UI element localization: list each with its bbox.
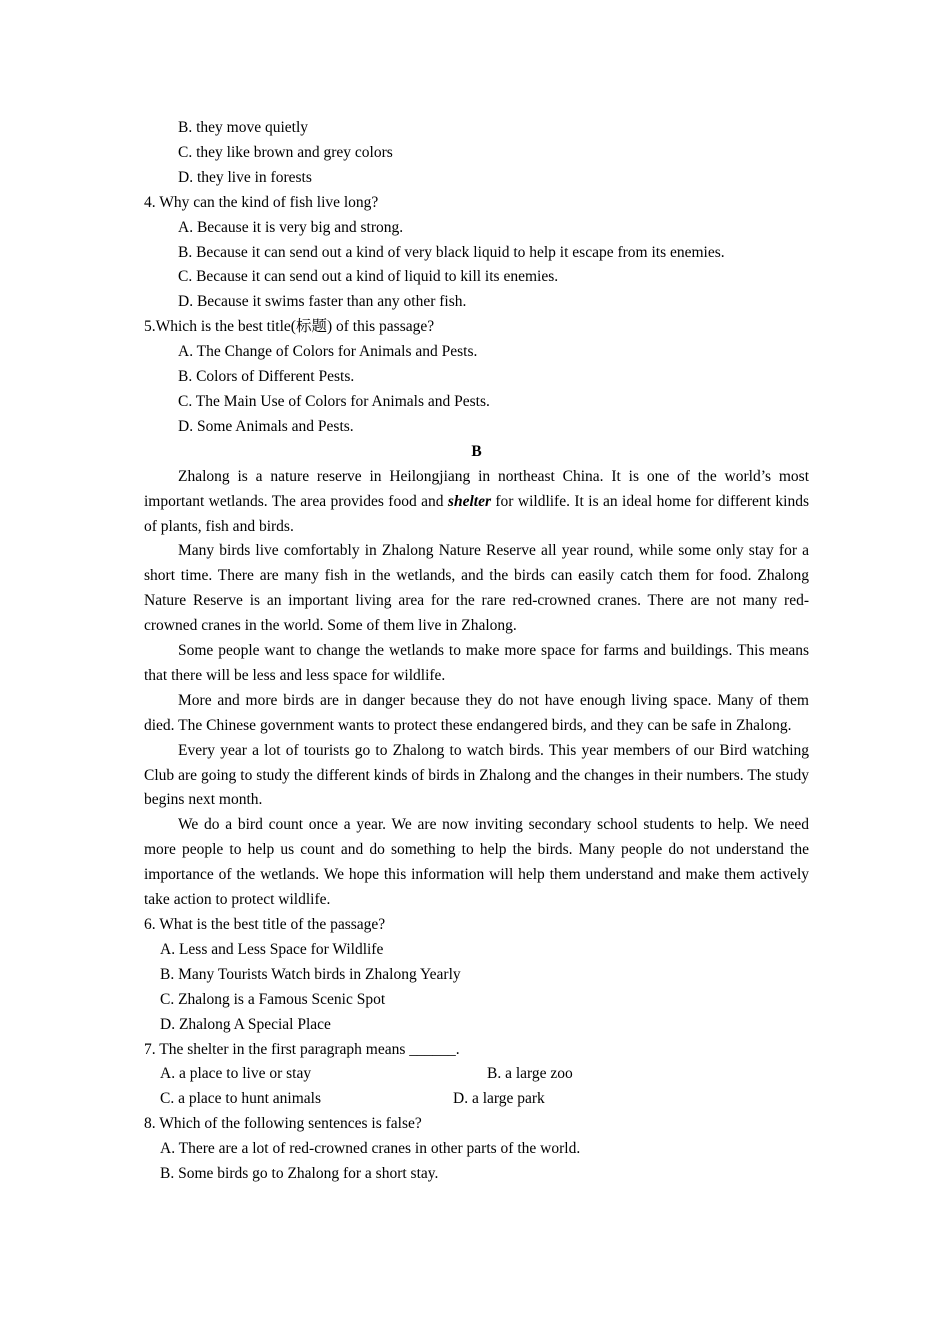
section-b-paragraph-2: Many birds live comfortably in Zhalong Nature Reserve all year round, while some only stay for a short time. There are many fish in the wetlands, and the birds can easily catch them for food. Zhalong Nature Reserve is an important living area for the rare red-crowned cranes. There are not many red-crowned cranes in the world. Some of them live in Zhalong. bbox=[144, 542, 809, 635]
q7-option-d: D. a large park bbox=[453, 1090, 545, 1108]
q4-option-a: A. Because it is very big and strong. bbox=[178, 218, 404, 236]
q4-option-b: B. Because it can send out a kind of very black liquid to help it escape from its enemies. bbox=[178, 243, 725, 261]
q6-option-b: B. Many Tourists Watch birds in Zhalong Yearly bbox=[160, 965, 461, 983]
q6-option-c: C. Zhalong is a Famous Scenic Spot bbox=[160, 990, 386, 1008]
section-b-paragraph-3: Some people want to change the wetlands to make more space for farms and buildings. This means that there will be less and less space for wildlife. bbox=[144, 642, 809, 684]
p1-text-after: for wildlife. It is an ideal home for different kinds of plants, fish and birds. bbox=[144, 492, 809, 535]
section-b-paragraph-5: Every year a lot of tourists go to Zhalong to watch birds. This year members of our Bird watching Club are going to study the different kinds of birds in Zhalong and the changes in their numbers. The study begins next month. bbox=[144, 741, 809, 809]
q5-option-d: D. Some Animals and Pests. bbox=[178, 417, 354, 435]
q8-option-b: B. Some birds go to Zhalong for a short stay. bbox=[160, 1165, 439, 1183]
q4-question: 4. Why can the kind of fish live long? bbox=[144, 193, 379, 211]
q3-option-d: D. they live in forests bbox=[178, 168, 312, 186]
q3-option-c: C. they like brown and grey colors bbox=[178, 143, 393, 161]
q8-option-a: A. There are a lot of red-crowned cranes in other parts of the world. bbox=[160, 1140, 581, 1158]
q8-question: 8. Which of the following sentences is false? bbox=[144, 1115, 422, 1133]
document-page bbox=[144, 116, 809, 1187]
q5-question: 5.Which is the best title(标题) of this passage? bbox=[144, 318, 435, 336]
section-b-paragraph-1 bbox=[144, 465, 809, 540]
q5-option-c: C. The Main Use of Colors for Animals and Pests. bbox=[178, 392, 490, 410]
q5-option-a: A. The Change of Colors for Animals and Pests. bbox=[178, 343, 478, 361]
q7-options-row-2 bbox=[144, 1087, 809, 1112]
q7-question: 7. The shelter in the first paragraph means ______. bbox=[144, 1040, 460, 1058]
p1-keyword-shelter: shelter bbox=[447, 492, 491, 510]
q7-option-b: B. a large zoo bbox=[487, 1065, 573, 1083]
section-b-paragraph-6: We do a bird count once a year. We are now inviting secondary school students to help. We need more people to help us count and do something to help the birds. Many people do not understand the importance of the wetlands. We hope this information will help them understand and make them actively take action to protect wildlife. bbox=[144, 816, 809, 909]
q7-options-row-1 bbox=[144, 1062, 809, 1087]
q3-option-b: B. they move quietly bbox=[178, 119, 309, 136]
q7-option-c: C. a place to hunt animals bbox=[160, 1090, 321, 1108]
q6-question: 6. What is the best title of the passage? bbox=[144, 916, 386, 933]
q6-option-a: A. Less and Less Space for Wildlife bbox=[160, 940, 384, 958]
q4-option-d: D. Because it swims faster than any other fish. bbox=[178, 293, 467, 311]
q6-option-d: D. Zhalong A Special Place bbox=[160, 1015, 331, 1033]
q4-option-c: C. Because it can send out a kind of liquid to kill its enemies. bbox=[178, 268, 559, 286]
section-b-heading: B bbox=[471, 442, 482, 460]
section-b-paragraph-4: More and more birds are in danger because they do not have enough living space. Many of them died. The Chinese government wants to protect these endangered birds, and they can be safe in Zhalong. bbox=[144, 691, 809, 734]
p1-text-before: Zhalong is a nature reserve in Heilongjiang in northeast China. It is one of the world’s most important wetlands. The area provides food and bbox=[144, 467, 809, 510]
q7-option-a: A. a place to live or stay bbox=[160, 1065, 312, 1083]
q5-option-b: B. Colors of Different Pests. bbox=[178, 368, 355, 386]
